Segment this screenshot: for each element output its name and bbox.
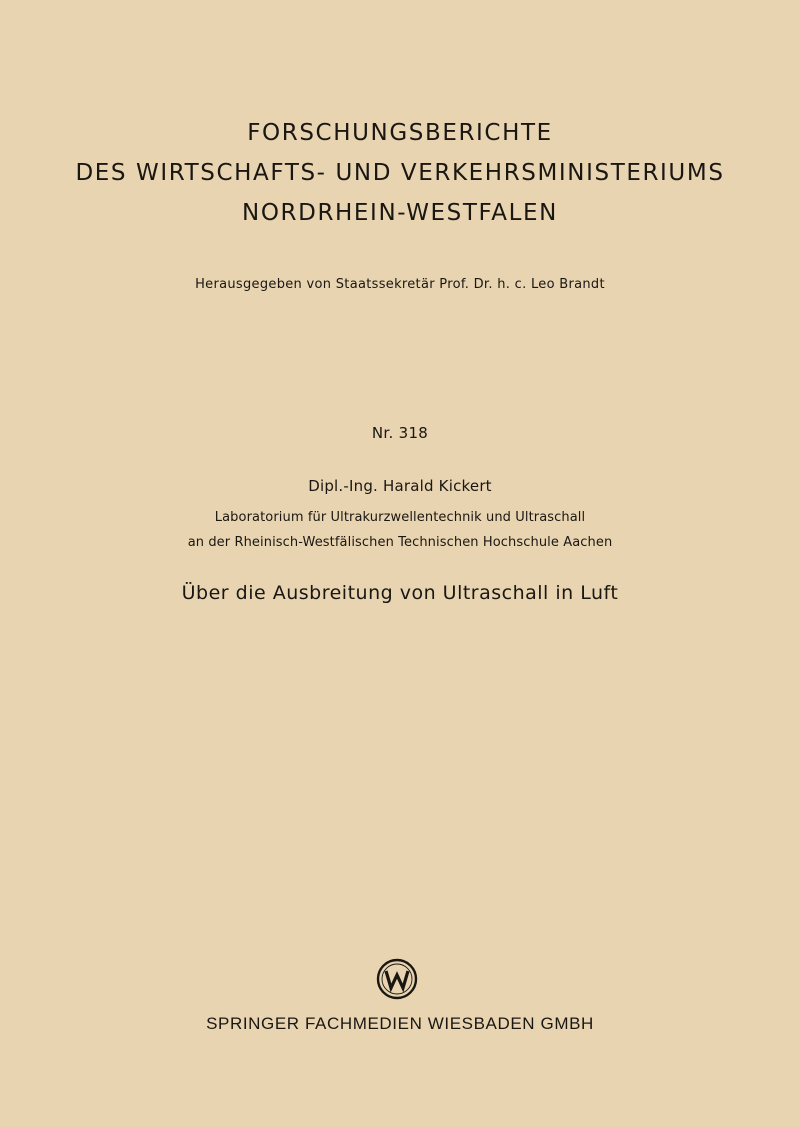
series-title-line-2: DES WIRTSCHAFTS- UND VERKEHRSMINISTERIUMS (75, 160, 725, 186)
series-title-line-3: NORDRHEIN-WESTFALEN (242, 200, 558, 226)
institute-line-1: Laboratorium für Ultrakurzwellentechnik und Ultraschall (214, 510, 586, 525)
springer-w-logo-icon (376, 958, 418, 1000)
editor-line: Herausgegeben von Staatssekretär Prof. Dr. h. c. Leo Brandt (195, 277, 605, 292)
institute-line-2: an der Rheinisch-Westfälischen Technischen Hochschule Aachen (187, 535, 613, 550)
series-title-line-1: FORSCHUNGSBERICHTE (247, 120, 553, 146)
book-title: Über die Ausbreitung von Ultraschall in Luft (181, 582, 619, 604)
report-number: Nr. 318 (371, 424, 429, 442)
author-name: Dipl.-Ing. Harald Kickert (308, 477, 492, 495)
publisher-name: SPRINGER FACHMEDIEN WIESBADEN GMBH (206, 1014, 594, 1033)
